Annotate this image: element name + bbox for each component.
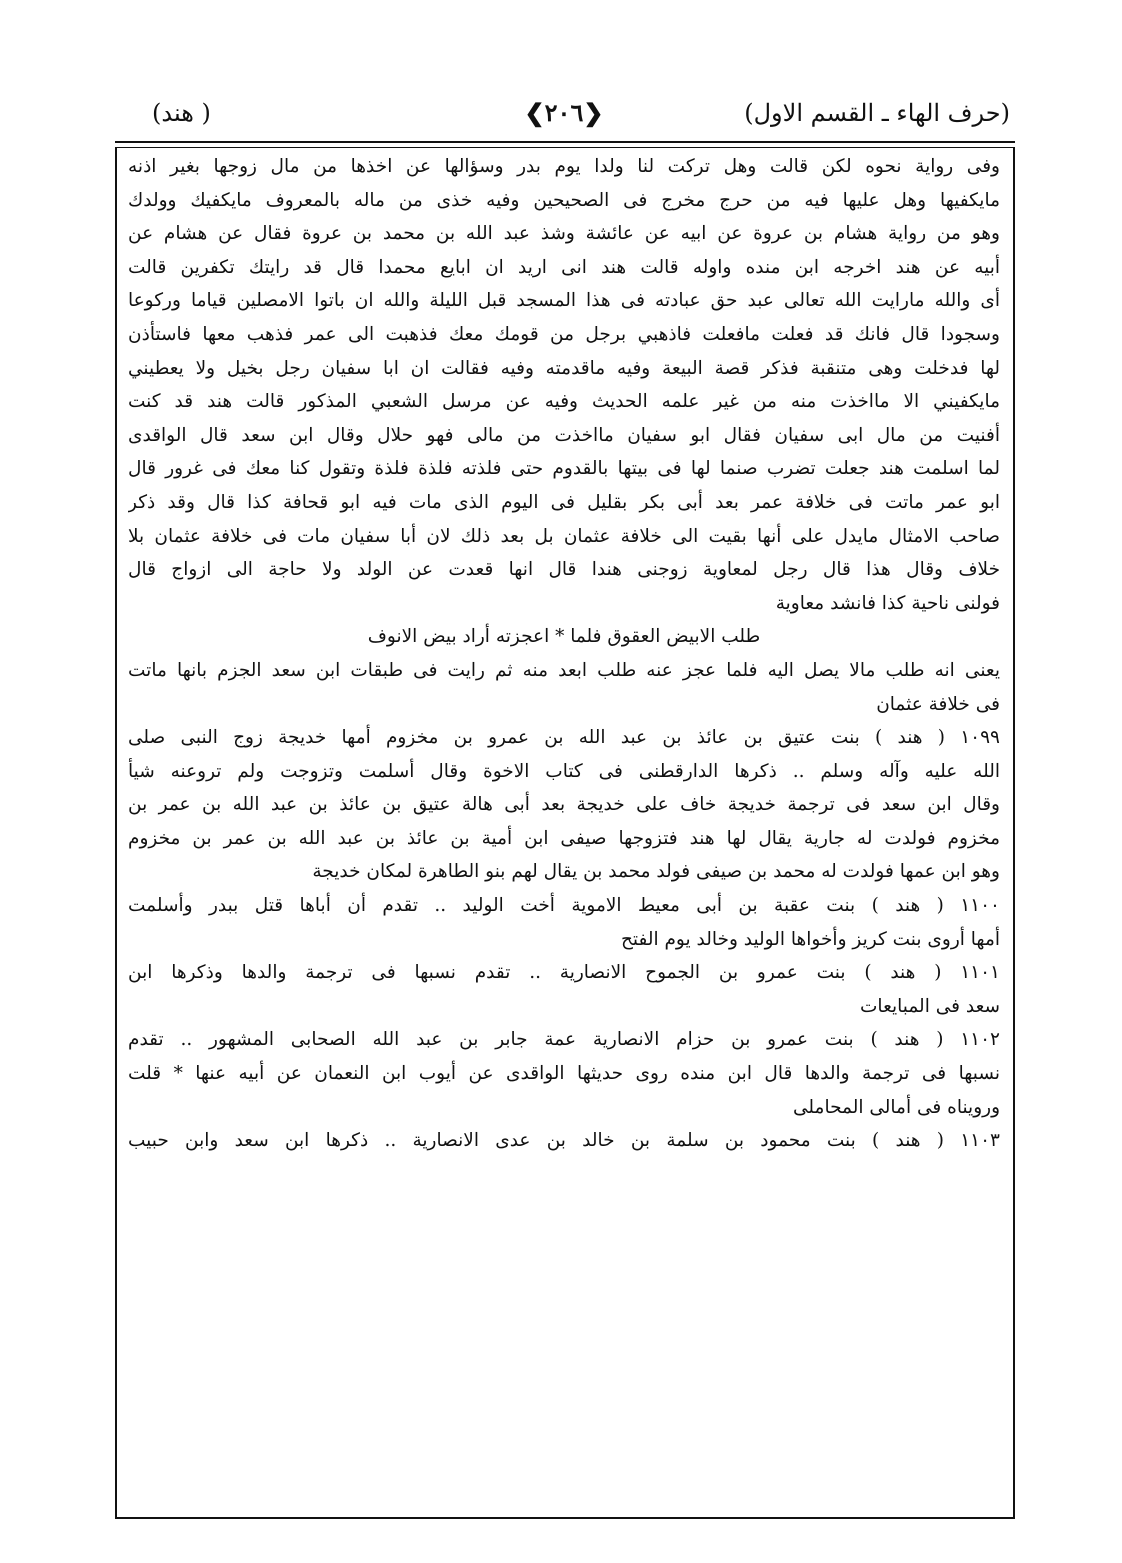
text-line: أفنيت من مال ابى سفيان فقال ابو سفيان مااخذت من مالى فهو حلال وقال ابن سعد قال الواقدى xyxy=(128,424,1000,446)
body-text xyxy=(128,150,1000,1158)
text-line: يعنى انه طلب مالا يصل اليه فلما عجز عنه طلب ابعد منه ثم رايت فى طبقات ابن سعد الجزم بانها ماتت xyxy=(128,659,1000,681)
entry-1101-line: ١١٠١ ( هند ) بنت عمرو بن الجموح الانصارية .. تقدم نسبها فى ترجمة والدها وذكرها ابن xyxy=(128,962,1000,984)
text-line: وقال ابن سعد فى ترجمة خديجة خاف على خديجة بعد أبى هالة عتيق بن عائذ بن عبد الله بن عمر بن xyxy=(128,794,1000,816)
entry-1100-line: ١١٠٠ ( هند ) بنت عقبة بن أبى معيط الاموية أخت الوليد .. تقدم أن أباها قتل ببدر وأسلمت xyxy=(128,895,1000,917)
entry-1102-line: ١١٠٢ ( هند ) بنت عمرو بن حزام الانصارية عمة جابر بن عبد الله الصحابى المشهور .. تقدم xyxy=(128,1029,1000,1051)
text-line: لها فدخلت وهى متنقبة فذكر قصة البيعة وفيه ماقدمته وفيه فقالت ان ابا سفيان رجل بخيل ولا يعطيني xyxy=(128,357,1000,379)
text-line: مايكفيها وهل عليها فيه من حرج مخرج فى الصحيحين وفيه خذى من ماله بالمعروف مايكفيك وولدك xyxy=(128,189,1000,211)
text-line: نسبها فى ترجمة والدها قال ابن منده روى حديثها الواقدى عن أيوب ابن النعمان عن أبيه عنها * قلت xyxy=(128,1063,1000,1085)
page-number: ❮٢٠٦❯ xyxy=(524,98,604,127)
running-header xyxy=(110,92,1018,140)
text-line: فى خلافة عثمان xyxy=(876,693,1000,715)
chapter-title: (حرف الهاء ـ القسم الاول) xyxy=(744,99,1010,127)
text-line: وسجودا قال فانك قد فعلت مافعلت فاذهبي برجل من قومك معك فذهبت الى عمر فذهب معها فاستأذن xyxy=(128,323,1000,345)
text-line: وهو ابن عمها فولدت له محمد بن صيفى فولد محمد بن يقال لهم بنو الطاهرة لمكان خديجة xyxy=(312,861,1000,883)
text-line: خلاف وقال هذا قال رجل لمعاوية زوجنى هندا قال انها قعدت عن الولد ولا حاجة الى ازواج قال xyxy=(128,559,1000,581)
text-line: وهو من رواية هشام بن عروة عن ابيه عن عائشة وشذ عبد الله بن محمد بن عروة فقال عن هشام عن xyxy=(128,223,1000,245)
text-line: مايكفيني الا مااخذت منه من غير علمه الحديث وفيه عن مرسل الشعبي المذكور قالت هند قد كنت xyxy=(128,391,1000,413)
text-line: وفى رواية نحوه لكن قالت وهل تركت لنا ولدا يوم بدر وسؤالها عن اخذها من مال زوجها بغير اذنه xyxy=(128,156,1000,177)
verse-line: طلب الابيض العقوق فلما * اعجزته أراد بيض الانوف xyxy=(367,626,761,648)
entry-1103-line: ١١٠٣ ( هند ) بنت محمود بن سلمة بن خالد بن عدى الانصارية .. ذكرها ابن سعد وابن حبيب xyxy=(128,1130,1000,1152)
text-line: أمها أروى بنت كريز وأخواها الوليد وخالد يوم الفتح xyxy=(620,928,1000,950)
text-line: فولنى ناحية كذا فانشد معاوية xyxy=(775,592,1000,614)
text-line: مخزوم فولدت له جارية يقال لها هند فتزوجها صيفى ابن أمية بن عائذ بن عبد الله بن عمر بن مخزوم xyxy=(128,827,1000,849)
text-line: ابو عمر ماتت فى خلافة عمر بعد أبى بكر بقليل فى اليوم الذى مات فيه ابو قحافة كذا قال وقد ذكر xyxy=(128,491,1000,513)
text-line: ورويناه فى أمالى المحاملى xyxy=(792,1096,1000,1118)
entry-keyword: ( هند) xyxy=(152,99,211,127)
text-line: أبيه عن هند اخرجه ابن منده واوله قالت هند انى اريد ان ابايع محمدا قال قد رايتك تكفرين قالت xyxy=(128,256,1000,278)
text-line: الله عليه وآله وسلم .. ذكرها الدارقطنى فى كتاب الاخوة وقال أسلمت وتزوجت ولم تروعنه شيأ xyxy=(128,760,1000,782)
text-line: لما اسلمت هند جعلت تضرب صنما لها فى بيتها بالقدوم حتى فلذته فلذة فلذة وتقول كنا معك فى غرور قال xyxy=(128,458,1000,480)
text-line: صاحب الامثال مايدل على أنها بقيت الى خلافة عثمان بل بعد ذلك لان أبا سفيان مات فى خلافة عثمان بلا xyxy=(128,525,1000,547)
text-line: أى والله مارايت الله تعالى عبد حق عبادته فى هذا المسجد قبل الليلة والله ان باتوا الامصلين قياما وركوعا xyxy=(128,290,1000,312)
text-line: سعد فى المبايعات xyxy=(860,995,1000,1017)
entry-1099-line: ١٠٩٩ ( هند ) بنت عتيق بن عائذ بن عبد الله بن عمرو بن مخزوم أمها خديجة زوج النبى صلى xyxy=(128,727,1000,749)
